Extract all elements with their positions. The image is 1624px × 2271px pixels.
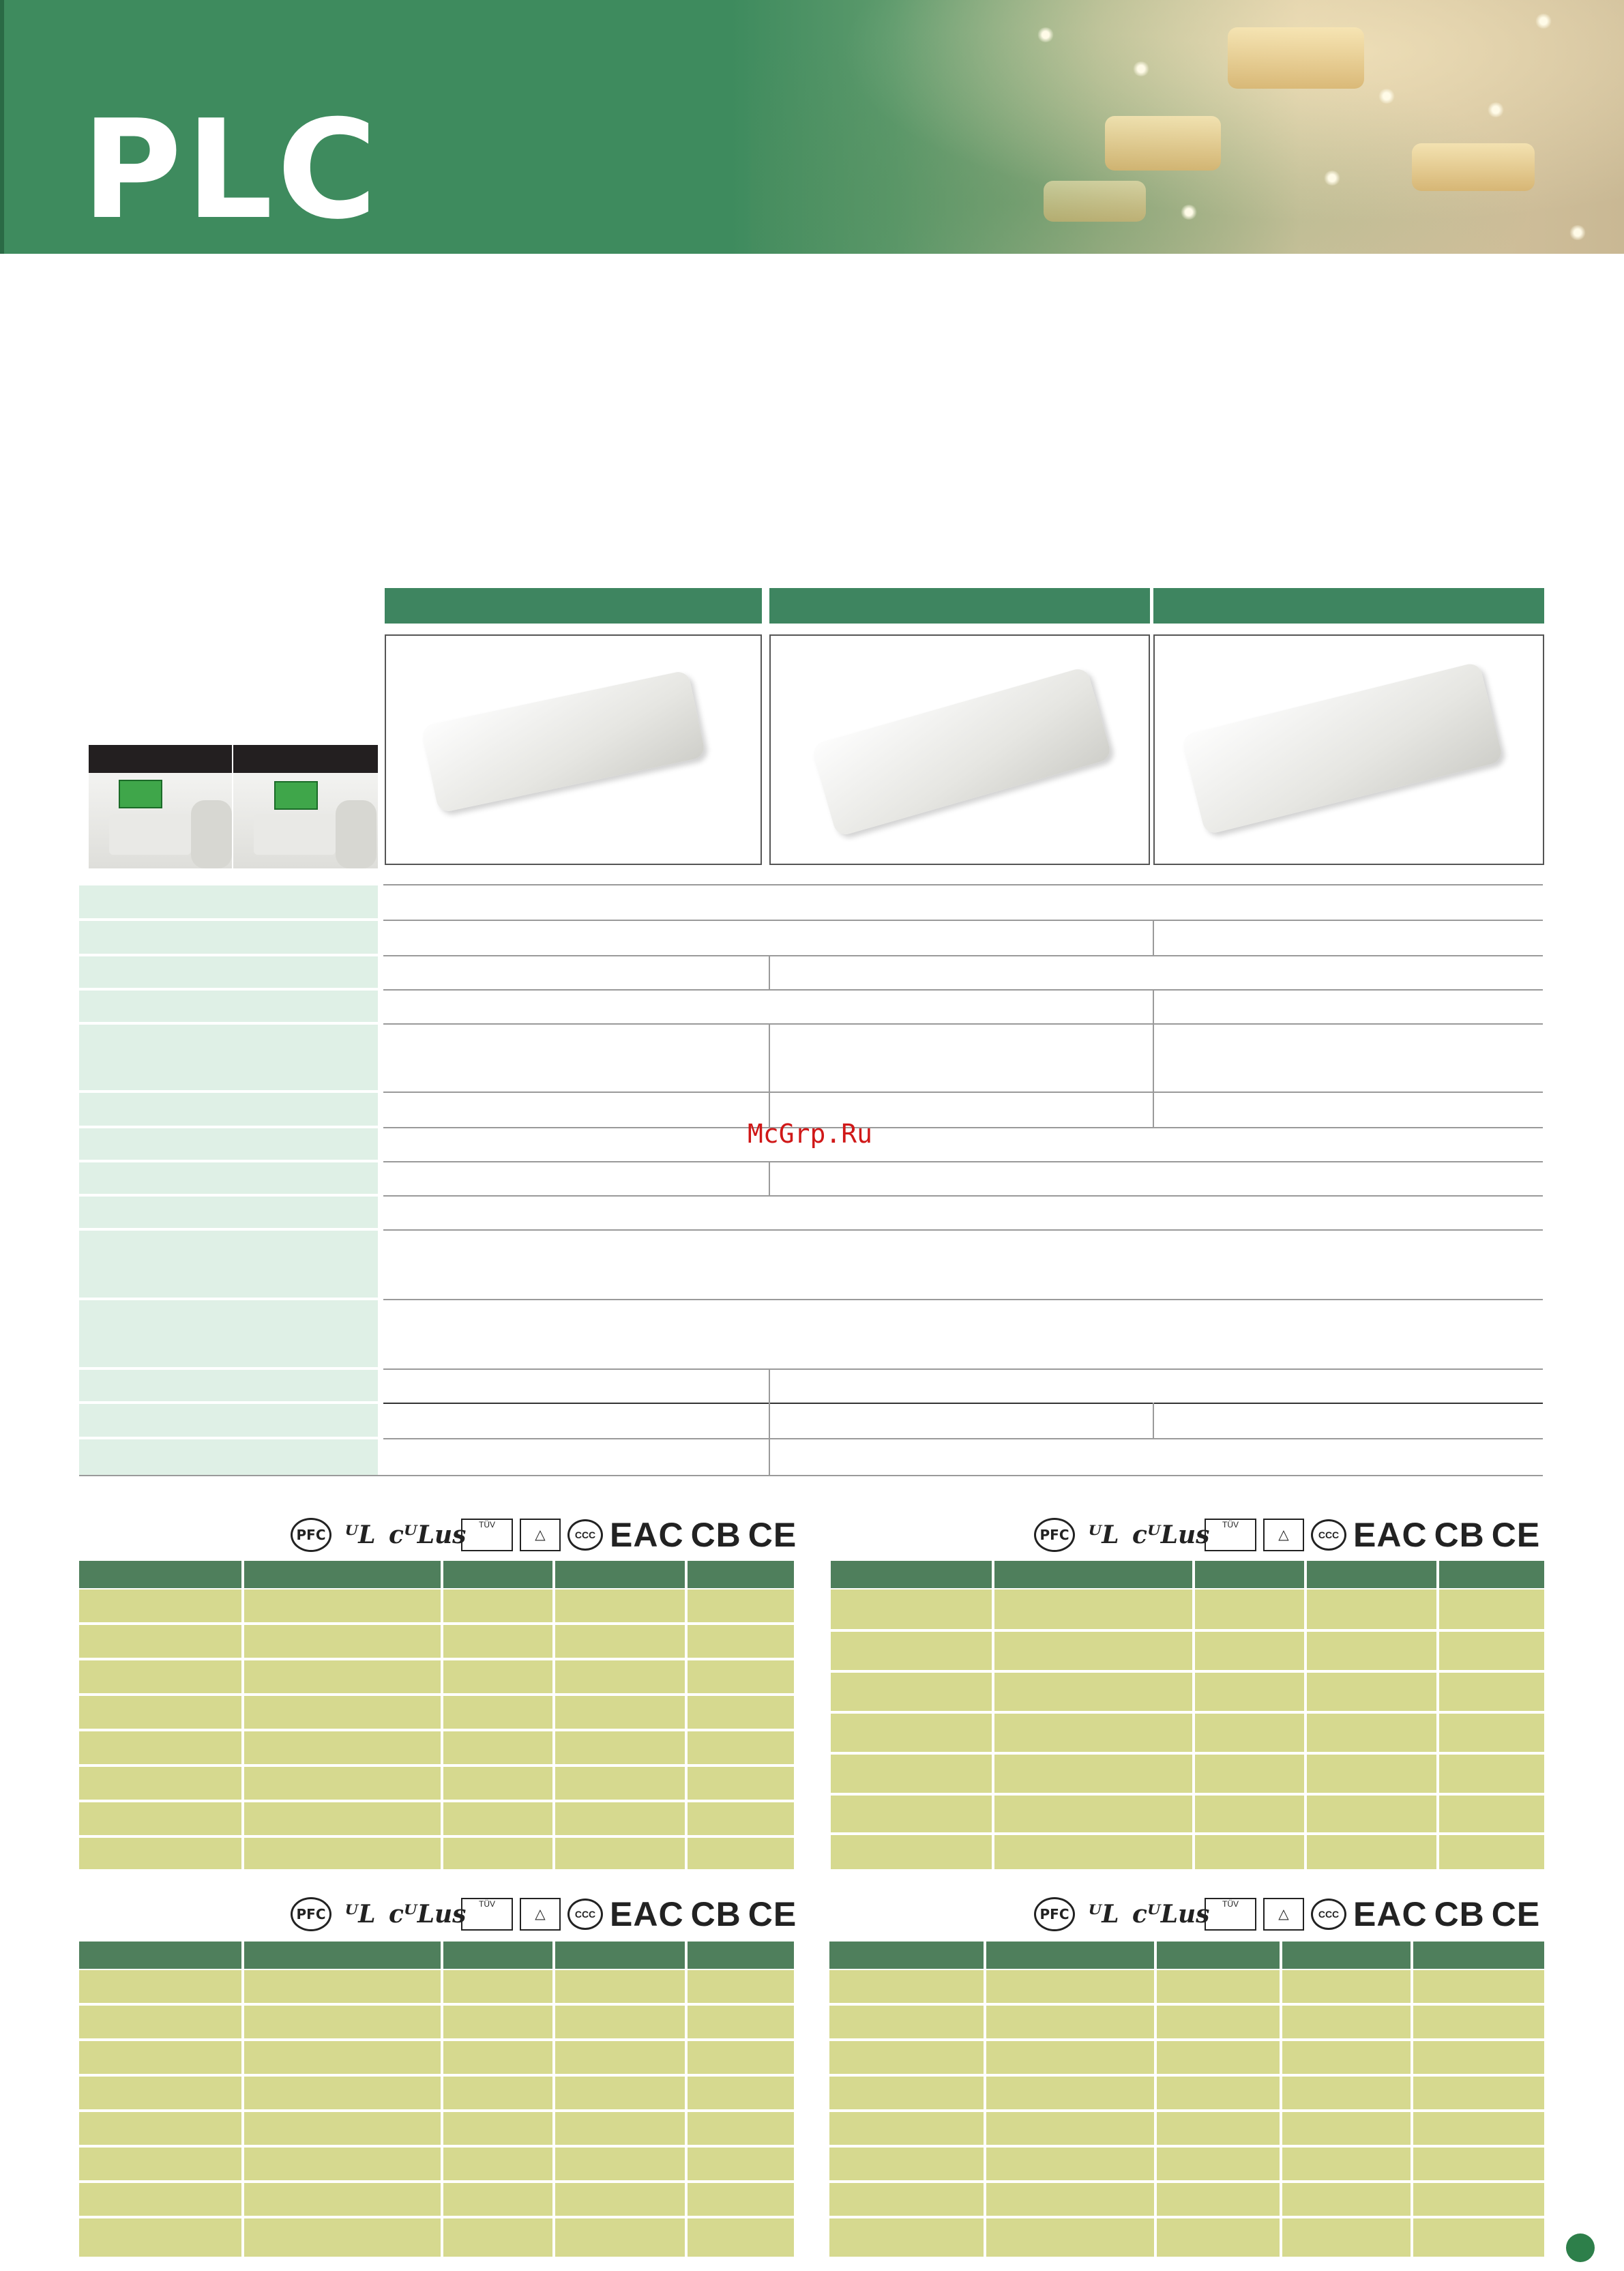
product-header-1 [385,588,762,624]
model-table-1-header [79,1561,794,1588]
pfc-mark: PFC [291,1897,331,1931]
connector-photo-2 [233,773,378,868]
cb-mark: CB [1434,1516,1485,1554]
pfc-mark: PFC [1034,1897,1075,1931]
model-table-4-header [829,1942,1544,1969]
header-edge [0,0,4,254]
ce-mark: CE [1491,1895,1541,1933]
cert-logos-1 [291,1514,797,1555]
spec-label-cell [79,1231,378,1298]
model-table-3-header [79,1942,794,1969]
ccc-mark: CCC [1311,1519,1346,1551]
connector-photo-1 [89,773,232,868]
cert-logos-2 [1034,1514,1540,1555]
ce-mark: CE [748,1516,797,1554]
eac-mark: EAC [610,1895,684,1933]
watermark: McGrp.Ru [748,1119,873,1149]
tuv-mark: TÜV [1205,1898,1256,1931]
eac-mark: EAC [1353,1516,1428,1554]
cert-logos-4 [1034,1894,1540,1935]
bauart-mark: △ [520,1519,561,1551]
pfc-mark: PFC [291,1518,331,1552]
header-photo [750,0,1624,254]
eac-mark: EAC [610,1516,684,1554]
bauart-mark: △ [520,1898,561,1931]
page-marker-dot [1566,2233,1595,2262]
product-header-3 [1153,588,1544,624]
tuv-mark: TÜV [461,1898,513,1931]
spec-label-cell [79,1128,378,1160]
ccc-mark: CCC [1311,1899,1346,1930]
bauart-mark: △ [1263,1519,1304,1551]
cul-mark: cᵁLus [1132,1900,1210,1929]
spec-label-cell [79,1197,378,1228]
ul-mark: ᵁL [1088,1900,1119,1929]
cb-mark: CB [690,1516,741,1554]
product-photo-3 [1153,634,1544,865]
ul-mark: ᵁL [344,1900,376,1929]
spec-label-cell [79,1162,378,1194]
connector-header-1 [89,745,232,774]
page-title: PLC [82,91,381,250]
spec-label-cell [79,1025,378,1090]
ccc-mark: CCC [567,1519,603,1551]
product-photo-1 [385,634,762,865]
eac-mark: EAC [1353,1895,1428,1933]
model-table-1 [79,1589,794,1869]
ccc-mark: CCC [567,1899,603,1930]
ce-mark: CE [1491,1516,1541,1554]
spec-label-cell [79,1093,378,1126]
spec-label-cell [79,885,378,918]
model-table-2 [831,1589,1544,1869]
spec-label-cell [79,921,378,954]
cb-mark: CB [1434,1895,1485,1933]
cul-mark: cᵁLus [1132,1521,1210,1549]
product-header-2 [769,588,1150,624]
cul-mark: cᵁLus [389,1521,467,1549]
model-table-4 [829,1970,1544,2257]
model-table-2-header [831,1561,1544,1588]
ul-mark: ᵁL [344,1521,376,1549]
spec-label-cell [79,956,378,988]
bauart-mark: △ [1263,1898,1304,1931]
ul-mark: ᵁL [1088,1521,1119,1549]
model-table-3 [79,1970,794,2257]
tuv-mark: TÜV [1205,1519,1256,1551]
spec-label-cell [79,1370,378,1401]
spec-label-cell [79,991,378,1022]
pfc-mark: PFC [1034,1518,1075,1552]
product-photo-2 [769,634,1150,865]
cert-logos-3 [291,1894,797,1935]
spec-label-cell [79,1404,378,1437]
spec-label-cell [79,1439,378,1475]
cb-mark: CB [690,1895,741,1933]
ce-mark: CE [748,1895,797,1933]
connector-header-2 [233,745,378,774]
spec-label-cell [79,1300,378,1367]
header-banner [0,0,1624,254]
tuv-mark: TÜV [461,1519,513,1551]
cul-mark: cᵁLus [389,1900,467,1929]
